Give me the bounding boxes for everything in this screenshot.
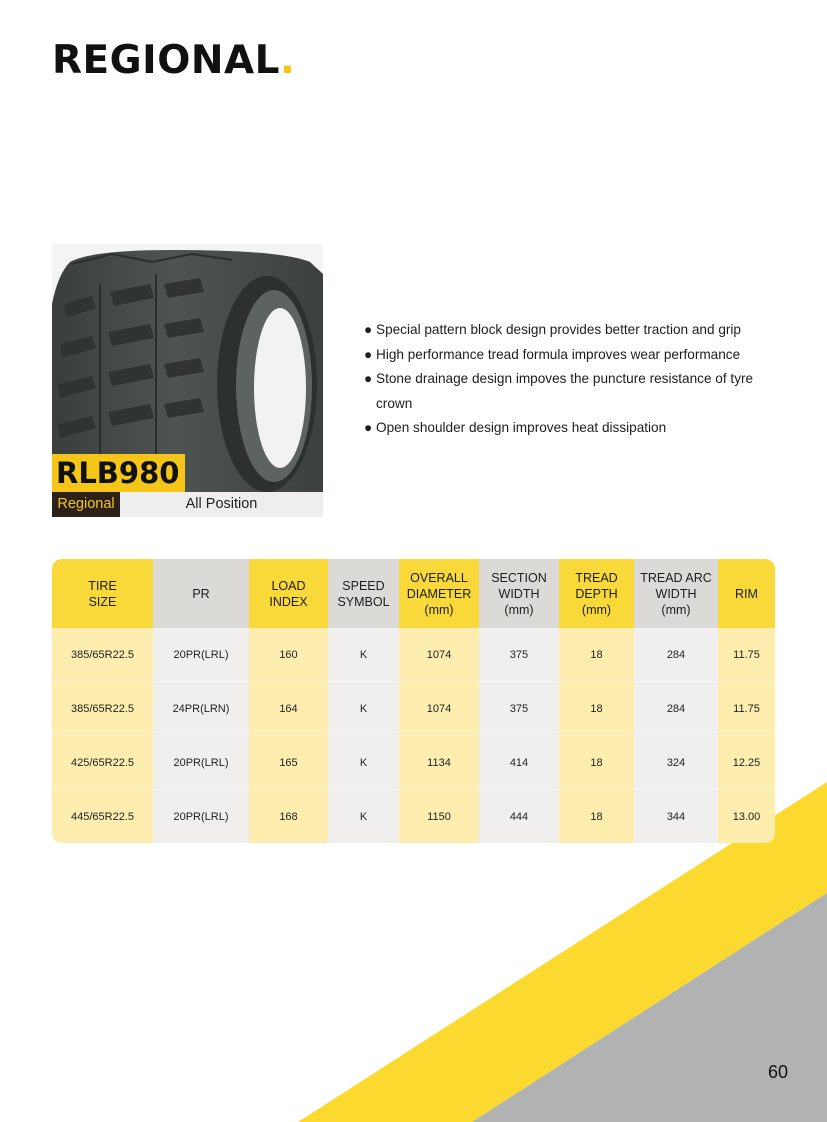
position-tag: All Position: [120, 492, 323, 517]
feature-text: Special pattern block design provides better traction and grip: [376, 322, 741, 337]
cell-section-width: 414: [479, 736, 559, 790]
header-tire-size: TIRE SIZE: [52, 559, 153, 628]
spec-table: [52, 559, 775, 843]
feature-list: [364, 318, 784, 441]
table-row: [52, 790, 775, 844]
category-tag: Regional: [52, 492, 120, 517]
title-accent-dot: .: [280, 38, 296, 83]
cell-tire-size: 445/65R22.5: [52, 790, 153, 844]
feature-text: Open shoulder design improves heat dissipation: [376, 420, 667, 435]
cell-tread-arc-width: 344: [634, 790, 718, 844]
header-speed-symbol: SPEED SYMBOL: [328, 559, 399, 628]
feature-item: [364, 416, 784, 441]
cell-tread-depth: 18: [559, 682, 634, 736]
table-row: [52, 682, 775, 736]
cell-rim: 13.00: [718, 790, 775, 844]
page-number: 60: [768, 1062, 789, 1082]
cell-tread-depth: 18: [559, 628, 634, 682]
feature-item: [364, 367, 784, 416]
cell-overall-diameter: 1134: [399, 736, 479, 790]
cell-load-index: 160: [249, 628, 328, 682]
cell-speed-symbol: K: [328, 628, 399, 682]
cell-tire-size: 425/65R22.5: [52, 736, 153, 790]
cell-load-index: 165: [249, 736, 328, 790]
page-title: [52, 38, 295, 83]
cell-overall-diameter: 1074: [399, 682, 479, 736]
header-tread-arc-width: TREAD ARC WIDTH (mm): [634, 559, 718, 628]
cell-pr: 24PR(LRN): [153, 682, 249, 736]
cell-speed-symbol: K: [328, 682, 399, 736]
product-card: [52, 244, 323, 517]
bullet-icon: ●: [364, 371, 373, 386]
bullet-icon: ●: [364, 346, 373, 362]
cell-pr: 20PR(LRL): [153, 628, 249, 682]
cell-tread-arc-width: 284: [634, 628, 718, 682]
cell-pr: 20PR(LRL): [153, 736, 249, 790]
cell-section-width: 444: [479, 790, 559, 844]
cell-rim: 11.75: [718, 628, 775, 682]
cell-tread-arc-width: 324: [634, 736, 718, 790]
table-row: [52, 628, 775, 682]
cell-load-index: 168: [249, 790, 328, 844]
header-load-index: LOAD INDEX: [249, 559, 328, 628]
bullet-icon: ●: [364, 322, 373, 337]
page-title-text: REGIONAL: [52, 38, 281, 83]
table-header-row: [52, 559, 775, 628]
header-overall-diameter: OVERALL DIAMETER (mm): [399, 559, 479, 628]
cell-tread-arc-width: 284: [634, 682, 718, 736]
cell-load-index: 164: [249, 682, 328, 736]
cell-rim: 12.25: [718, 736, 775, 790]
cell-section-width: 375: [479, 682, 559, 736]
cell-overall-diameter: 1150: [399, 790, 479, 844]
cell-section-width: 375: [479, 628, 559, 682]
feature-item: [364, 318, 784, 343]
model-name-badge: RLB980: [52, 454, 185, 492]
cell-speed-symbol: K: [328, 790, 399, 844]
header-rim: RIM: [718, 559, 775, 628]
feature-text: Stone drainage design impoves the puncture resistance of tyre crown: [376, 371, 754, 411]
cell-pr: 20PR(LRL): [153, 790, 249, 844]
cell-tread-depth: 18: [559, 790, 634, 844]
header-section-width: SECTION WIDTH (mm): [479, 559, 559, 628]
cell-tire-size: 385/65R22.5: [52, 628, 153, 682]
header-tread-depth: TREAD DEPTH (mm): [559, 559, 634, 628]
cell-tire-size: 385/65R22.5: [52, 682, 153, 736]
table-row: [52, 736, 775, 790]
bullet-icon: ●: [364, 420, 373, 435]
feature-text: High performance tread formula improves wear performance: [376, 346, 741, 362]
feature-item: [364, 343, 784, 368]
header-pr: PR: [153, 559, 249, 628]
cell-tread-depth: 18: [559, 736, 634, 790]
cell-speed-symbol: K: [328, 736, 399, 790]
cell-overall-diameter: 1074: [399, 628, 479, 682]
cell-rim: 11.75: [718, 682, 775, 736]
